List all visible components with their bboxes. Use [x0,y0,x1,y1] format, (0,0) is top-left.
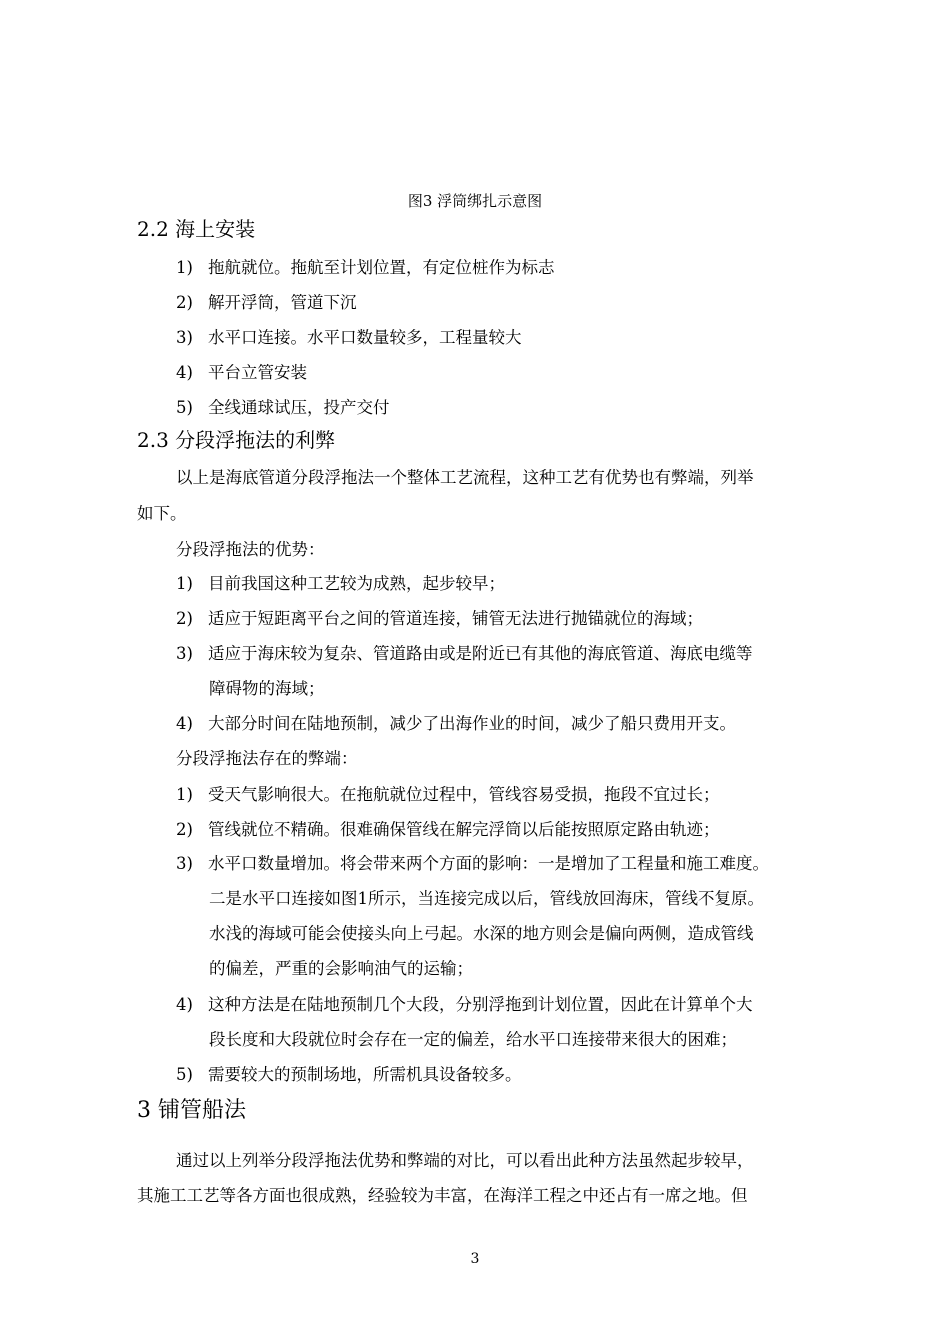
list-item [176,573,505,595]
list-text: 大部分时间在陆地预制，减少了出海作业的时间，减少了船只费用开支。 [208,714,736,733]
list-text: 平台立管安装 [208,363,307,382]
list-number: 1) [176,258,193,277]
advantages-label: 分段浮拖法的优势： [176,540,325,559]
list-text: 适应于短距离平台之间的管道连接，铺管无法进行抛锚就位的海域； [208,609,703,628]
paragraph-line: 其施工工艺等各方面也很成熟，经验较为丰富，在海洋工程之中还占有一席之地。但 [137,1186,748,1205]
paragraph-line: 通过以上列举分段浮拖法优势和弊端的对比，可以看出此种方法虽然起步较早， [176,1151,754,1170]
list-number: 2) [176,820,193,839]
list-item [176,397,390,419]
list-text: 这种方法是在陆地预制几个大段，分别浮拖到计划位置，因此在计算单个大 [208,995,753,1014]
list-text: 受天气影响很大。在拖航就位过程中，管线容易受损，拖段不宜过长； [208,785,720,804]
list-text: 全线通球试压，投产交付 [208,398,390,417]
list-number: 5) [176,1065,193,1084]
paragraph-line: 如下。 [137,504,187,523]
list-item [176,994,753,1016]
list-text: 拖航就位。拖航至计划位置，有定位桩作为标志 [208,258,555,277]
list-item [176,1064,522,1086]
list-item [176,819,720,841]
list-item [176,643,753,665]
list-item [176,608,703,630]
list-item [176,257,555,279]
list-text: 管线就位不精确。很难确保管线在解完浮筒以后能按照原定路由轨迹； [208,820,720,839]
list-item [176,362,307,384]
list-continuation: 障碍物的海域； [209,679,325,698]
list-text: 水平口连接。水平口数量较多，工程量较大 [208,328,522,347]
page-number: 3 [470,1251,480,1267]
list-item [176,713,736,735]
list-continuation: 段长度和大段就位时会存在一定的偏差，给水平口连接带来很大的困难； [209,1030,737,1049]
list-number: 5) [176,398,193,417]
list-number: 2) [176,293,193,312]
section-heading-2-2: 2.2 海上安装 [137,217,256,241]
list-item [176,292,357,314]
list-number: 1) [176,574,193,593]
list-number: 4) [176,363,193,382]
list-continuation: 水浅的海域可能会使接头向上弓起。水深的地方则会是偏向两侧，造成管线 [209,924,754,943]
list-item [176,853,769,875]
list-item [176,784,720,806]
list-number: 4) [176,714,193,733]
list-number: 3) [176,328,193,347]
list-item [176,327,522,349]
list-continuation: 的偏差，严重的会影响油气的运输； [209,959,473,978]
list-number: 1) [176,785,193,804]
list-text: 需要较大的预制场地，所需机具设备较多。 [208,1065,522,1084]
section-heading-2-3: 2.3 分段浮拖法的利弊 [137,428,336,452]
section-heading-3: 3 铺管船法 [137,1098,246,1123]
paragraph-line: 以上是海底管道分段浮拖法一个整体工艺流程，这种工艺有优势也有弊端，列举 [176,468,754,487]
list-continuation: 二是水平口连接如图1所示，当连接完成以后，管线放回海床，管线不复原。 [209,889,764,908]
list-number: 3) [176,854,193,873]
disadvantages-label: 分段浮拖法存在的弊端： [176,749,358,768]
list-text: 目前我国这种工艺较为成熟，起步较早； [208,574,505,593]
list-number: 3) [176,644,193,663]
list-number: 2) [176,609,193,628]
list-text: 适应于海床较为复杂、管道路由或是附近已有其他的海底管道、海底电缆等 [208,644,753,663]
list-text: 解开浮筒，管道下沉 [208,293,357,312]
figure-caption: 图3 浮筒绑扎示意图 [407,192,543,210]
list-number: 4) [176,995,193,1014]
list-text: 水平口数量增加。将会带来两个方面的影响：一是增加了工程量和施工难度。 [208,854,769,873]
